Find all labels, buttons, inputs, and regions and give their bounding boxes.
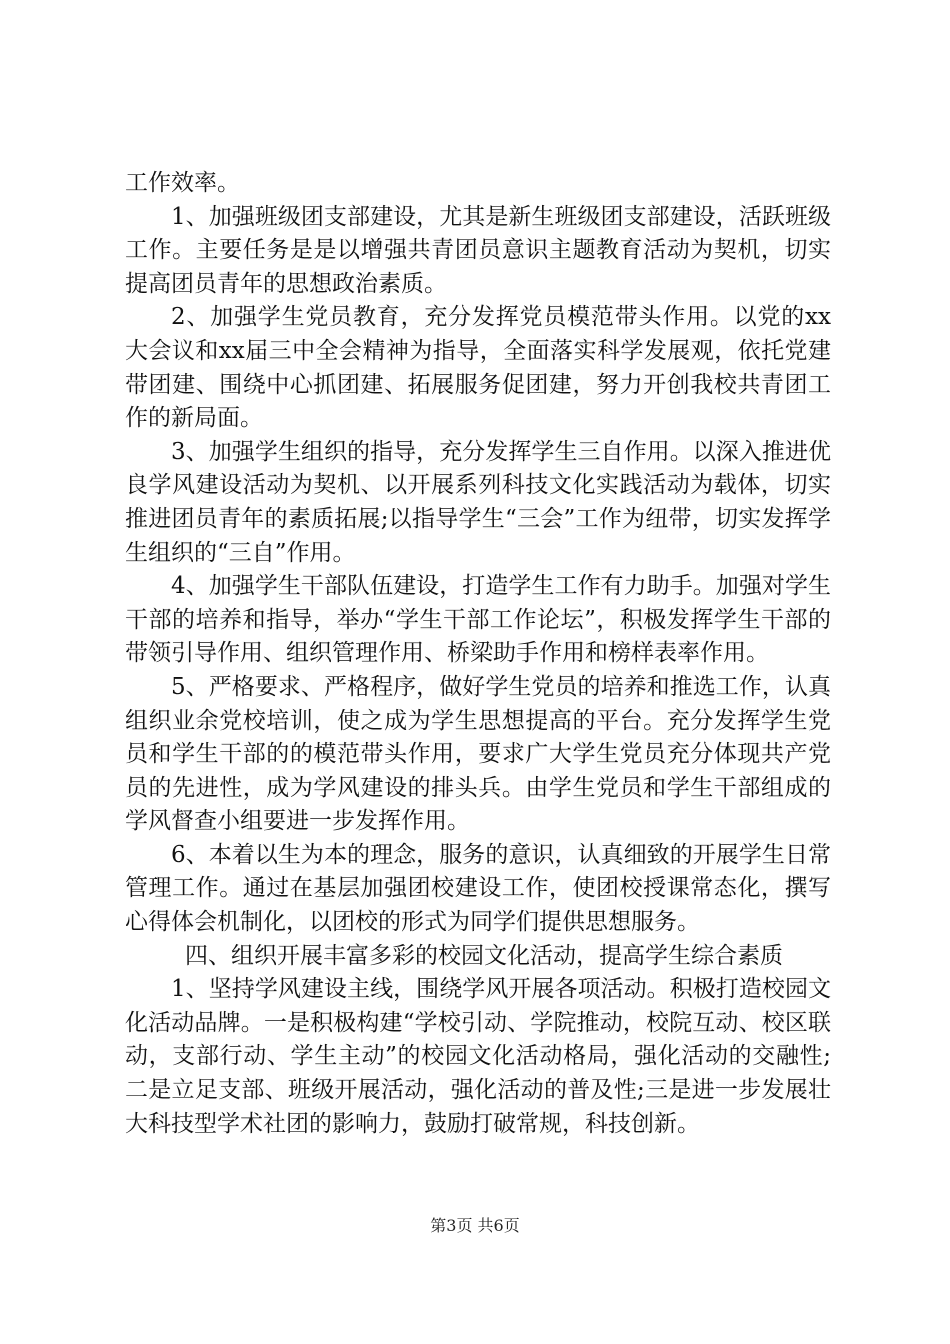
paragraph-section4-item-1: 1、坚持学风建设主线，围绕学风开展各项活动。积极打造校园文化活动品牌。一是积极构建“学校引动、学院推动，校院互动、校区联动，支部行动、学生主动”的校园文化活动格局，强化活动的交融性;二是立足支部、班级开展活动，强化活动的普及性;三是进一步发展壮大科技型学术社团的影响力，鼓励打破常规，科技创新。	[125, 976, 831, 1137]
section-heading-4: 四、组织开展丰富多彩的校园文化活动，提高学生综合素质	[185, 942, 783, 969]
page-number-footer: 第3页 共6页	[430, 1216, 520, 1235]
paragraph-item-6: 6、本着以生为本的理念，服务的意识，认真细致的开展学生日常管理工作。通过在基层加强团校建设工作，使团校授课常态化，撰写心得体会机制化，以团校的形式为同学们提供思想服务。	[125, 841, 831, 936]
document-body	[125, 167, 831, 1141]
paragraph-item-1: 1、加强班级团支部建设，尤其是新生班级团支部建设，活跃班级工作。主要任务是是以增强共青团员意识主题教育活动为契机，切实提高团员青年的思想政治素质。	[125, 203, 831, 297]
paragraph-item-5: 5、严格要求、严格程序，做好学生党员的培养和推选工作，认真组织业余党校培训，使之成为学生思想提高的平台。充分发挥学生党员和学生干部的的模范带头作用，要求广大学生党员充分体现共产党员的先进性，成为学风建设的排头兵。由学生党员和学生干部组成的学风督查小组要进一步发挥作用。	[125, 673, 831, 835]
paragraph-continuation: 工作效率。	[125, 170, 240, 196]
paragraph-item-2: 2、加强学生党员教育，充分发挥党员模范带头作用。以党的xx大会议和xx届三中全会精神为指导，全面落实科学发展观，依托党建带团建、围绕中心抓团建、拓展服务促团建，努力开创我校共青团工作的新局面。	[125, 304, 831, 432]
paragraph-item-4: 4、加强学生干部队伍建设，打造学生工作有力助手。加强对学生干部的培养和指导，举办“学生干部工作论坛”，积极发挥学生干部的带领引导作用、组织管理作用、桥梁助手作用和榜样表率作用。	[125, 573, 831, 667]
paragraph-item-3: 3、加强学生组织的指导，充分发挥学生三自作用。以深入推进优良学风建设活动为契机、以开展系列科技文化实践活动为载体，切实推进团员青年的素质拓展;以指导学生“三会”工作为纽带，切实发挥学生组织的“三自”作用。	[125, 438, 831, 566]
